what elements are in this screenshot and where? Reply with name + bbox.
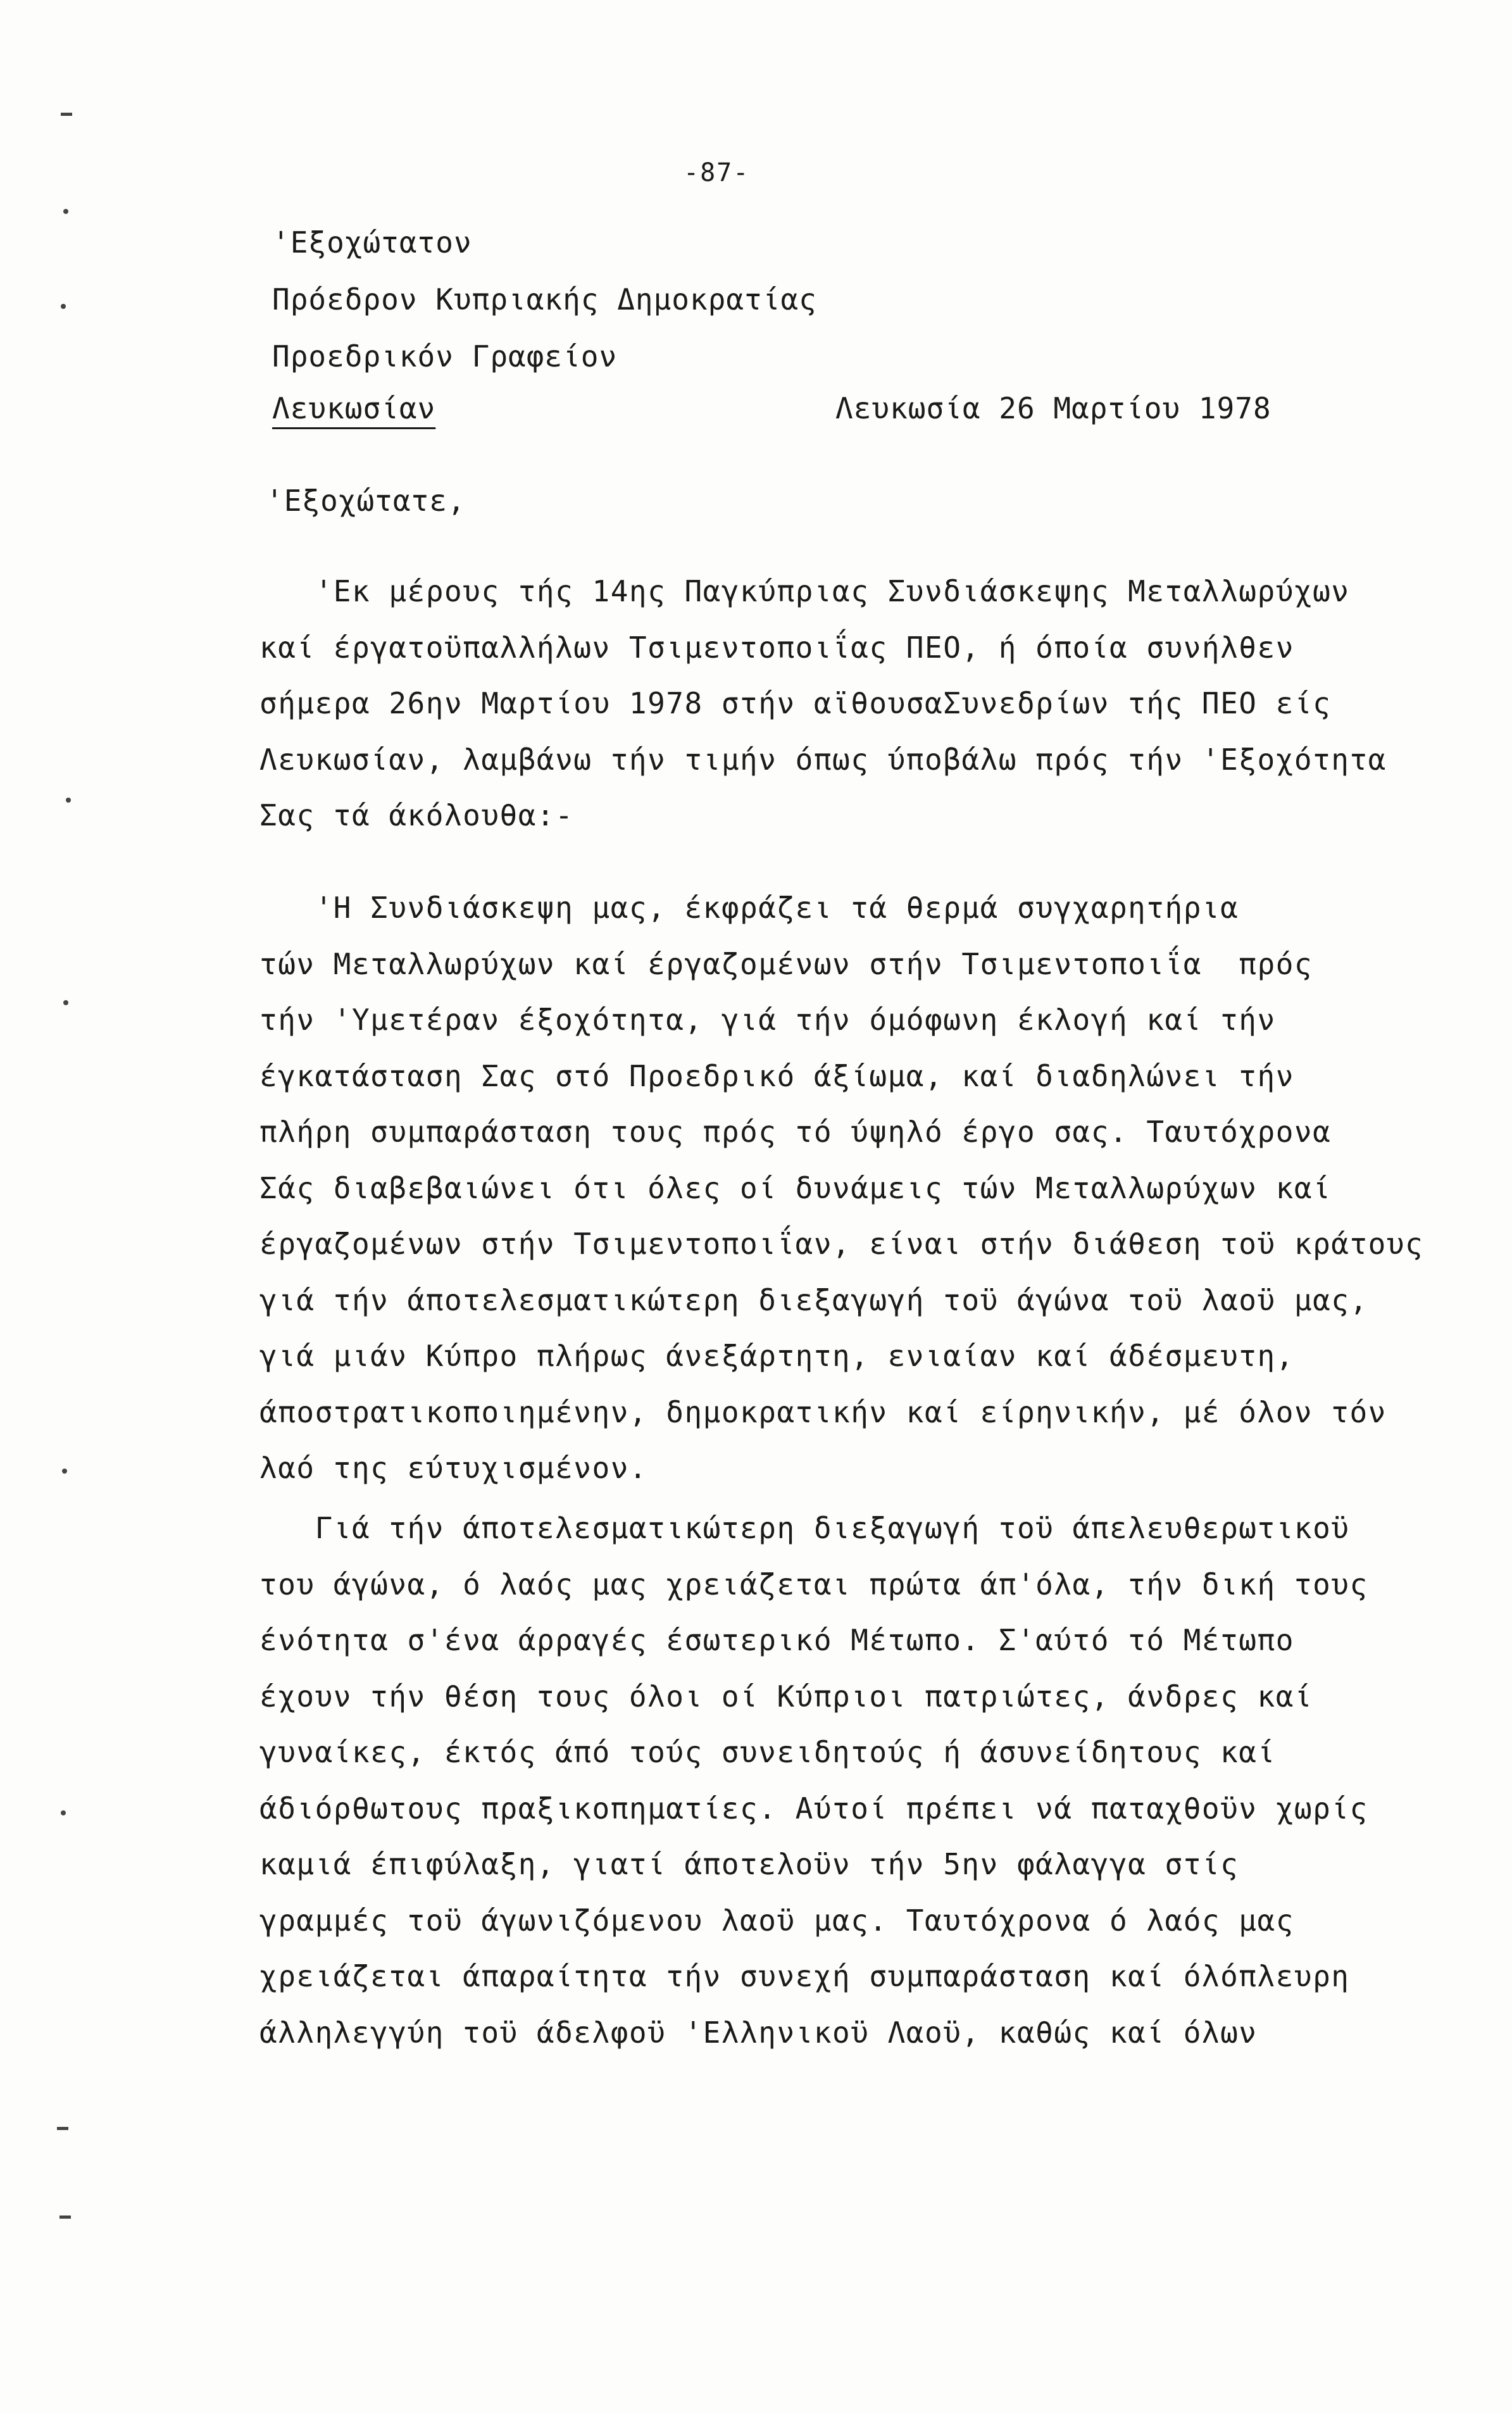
scan-speck xyxy=(59,2216,71,2219)
paragraph-line: έγκατάσταση Σας στό Προεδρικό άξίωμα, καί διαδηλώνει τήν xyxy=(259,1058,1294,1093)
paragraph-line: έργαζομένων στήν Τσιμεντοποιΐαν, είναι στήν διάθεση τοϋ κράτους xyxy=(259,1227,1424,1261)
paragraph-line: πλήρη συμπαράσταση τους πρός τό ύψηλό έργο σας. Ταυτόχρονα xyxy=(259,1115,1332,1149)
paragraph-line: γυναίκες, έκτός άπό τούς συνειδητούς ή άσυνείδητους καί xyxy=(259,1735,1276,1769)
paragraph-line: λαό της εύτυχισμένον. xyxy=(259,1451,648,1485)
scan-speck xyxy=(66,798,71,803)
paragraph-line: άποστρατικοποιημένην, δημοκρατικήν καί είρηνικήν, μέ όλον τόν xyxy=(259,1395,1387,1429)
paragraph-line: Σας τά άκόλουθα:- xyxy=(259,798,574,832)
paragraph-line: Λευκωσίαν, λαμβάνω τήν τιμήν όπως ύποβάλω πρός τήν 'Εξοχότητα xyxy=(259,742,1387,777)
paragraph-line: σήμερα 26ην Μαρτίου 1978 στήν αϊθουσαΣυνεδρίων τής ΠΕΟ είς xyxy=(259,686,1332,720)
scan-speck xyxy=(61,1810,66,1815)
addressee-office: Προεδρικόν Γραφείον xyxy=(272,339,618,373)
paragraph-line: καμιά έπιφύλαξη, γιατί άποτελοϋν τήν 5ην φάλαγγα στίς xyxy=(259,1847,1239,1881)
paragraph-line: τήν 'Υμετέραν έξοχότητα, γιά τήν όμόφωνη έκλογή καί τήν xyxy=(259,1003,1276,1037)
paragraph-line: άδιόρθωτους πραξικοπηματίες. Αύτοί πρέπει νά παταχθοϋν χωρίς xyxy=(259,1791,1368,1826)
paragraph-line: χρειάζεται άπαραίτητα τήν συνεχή συμπαράσταση καί όλόπλευρη xyxy=(259,1959,1350,1993)
scan-speck xyxy=(62,1469,67,1474)
scan-speck xyxy=(61,304,66,309)
paragraph-line: του άγώνα, ό λαός μας χρειάζεται πρώτα άπ'όλα, τήν δική τους xyxy=(259,1567,1368,1601)
paragraph-line: έχουν τήν θέση τους όλοι οί Κύπριοι πατριώτες, άνδρες καί xyxy=(259,1679,1313,1714)
paragraph-2 xyxy=(259,880,1462,1496)
paragraph-line: 'Η Συνδιάσκεψη μας, έκφράζει τά θερμά συγχαρητήρια xyxy=(259,891,1239,925)
salutation: 'Εξοχώτατε, xyxy=(266,484,466,518)
page-number: -87- xyxy=(684,158,750,187)
addressee-city: Λευκωσίαν xyxy=(272,391,436,425)
scan-speck xyxy=(63,1000,68,1005)
paragraph-line: γιά τήν άποτελεσματικώτερη διεξαγωγή τοϋ άγώνα τοϋ λαοϋ μας, xyxy=(259,1282,1368,1317)
paragraph-line: 'Εκ μέρους τής 14ης Παγκύπριας Συνδιάσκεψης Μεταλλωρύχων xyxy=(259,574,1350,608)
scan-speck xyxy=(61,113,72,116)
paragraph-line: καί έργατοϋπαλλήλων Τσιμεντοποιΐας ΠΕΟ, ή όποία συνήλθεν xyxy=(259,630,1294,665)
paragraph-line: Γιά τήν άποτελεσματικώτερη διεξαγωγή τοϋ άπελευθερωτικοϋ xyxy=(259,1511,1350,1545)
letter-date: Λευκωσία 26 Μαρτίου 1978 xyxy=(835,391,1271,425)
paragraph-line: άλληλεγγύη τοϋ άδελφοϋ 'Ελληνικοϋ Λαοϋ, καθώς καί όλων xyxy=(259,2015,1258,2050)
paragraph-line: γιά μιάν Κύπρο πλήρως άνεξάρτητη, ενιαίαν καί άδέσμευτη, xyxy=(259,1339,1294,1373)
paragraph-line: ένότητα σ'ένα άρραγές έσωτερικό Μέτωπο. Σ'αύτό τό Μέτωπο xyxy=(259,1623,1294,1657)
paragraph-line: Σάς διαβεβαιώνει ότι όλες οί δυνάμεις τών Μεταλλωρύχων καί xyxy=(259,1170,1332,1205)
addressee-name: Πρόεδρον Κυπριακής Δημοκρατίας xyxy=(272,282,817,317)
paragraph-3 xyxy=(259,1500,1462,2060)
scan-speck xyxy=(63,209,68,214)
paragraph-line: τών Μεταλλωρύχων καί έργαζομένων στήν Τσιμεντοποιΐα πρός xyxy=(259,946,1313,981)
scan-speck xyxy=(57,2127,68,2130)
paragraph-1 xyxy=(259,563,1462,844)
paragraph-line: γραμμές τοϋ άγωνιζόμενου λαοϋ μας. Ταυτόχρονα ό λαός μας xyxy=(259,1903,1294,1938)
addressee-title: 'Εξοχώτατον xyxy=(272,225,472,260)
